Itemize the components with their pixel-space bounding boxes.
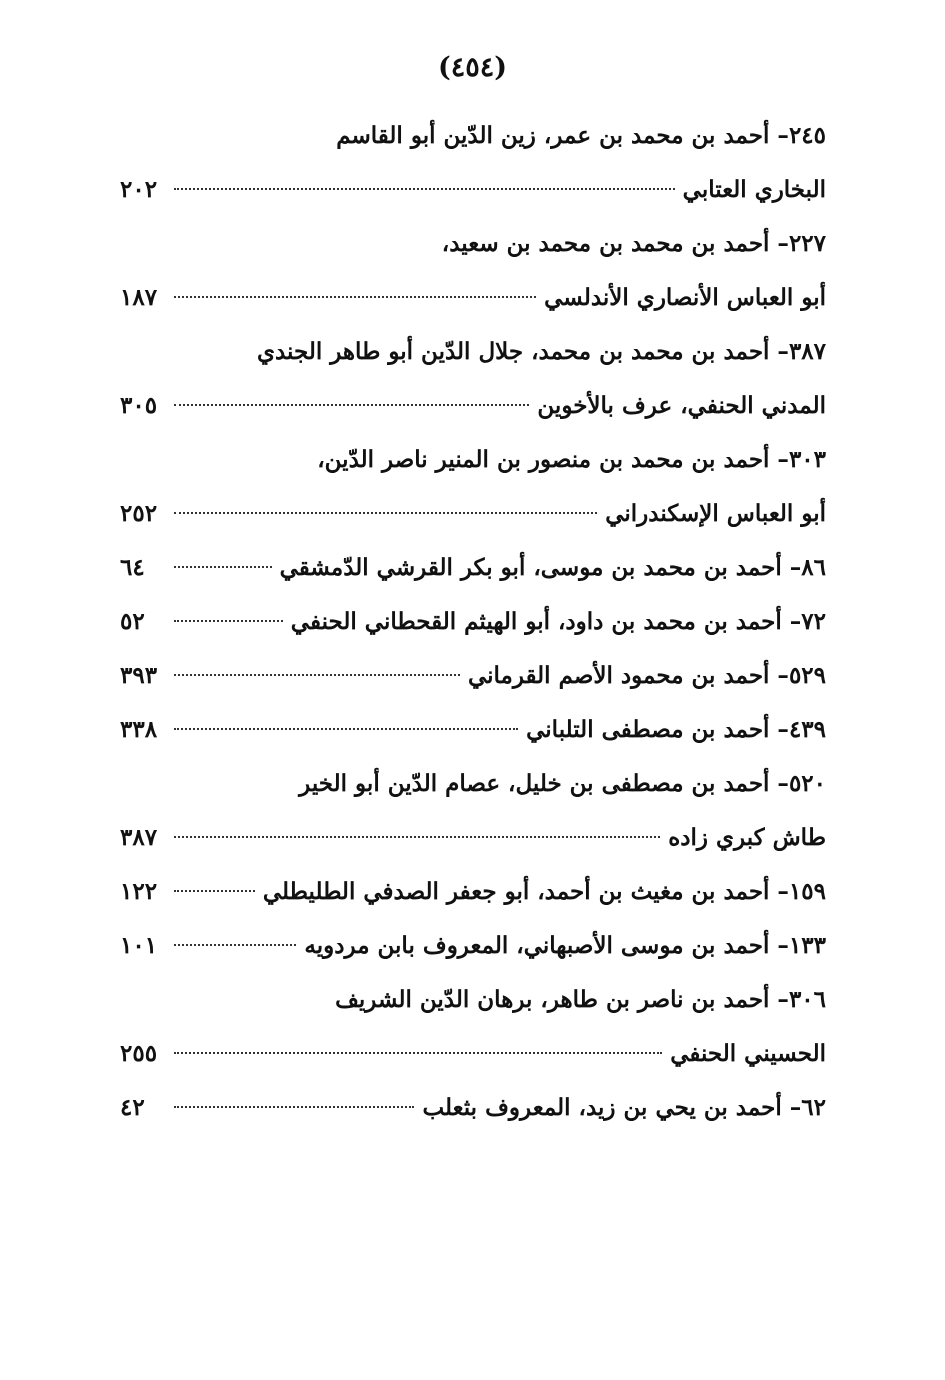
entry-text: ٤٣٩– أحمد بن مصطفى التلباني — [526, 716, 826, 743]
entry-text: الحسيني الحنفي — [670, 1040, 826, 1067]
index-line — [120, 433, 826, 487]
dot-leader — [174, 566, 272, 568]
index-line — [120, 811, 826, 865]
index-line — [120, 541, 826, 595]
entry-text: ٧٢– أحمد بن محمد بن داود، أبو الهيثم القحطاني الحنفي — [290, 608, 826, 635]
index-line — [120, 1027, 826, 1081]
entry-text: ٣٨٧– أحمد بن محمد بن محمد، جلال الدّين أبو طاهر الجندي — [256, 338, 826, 365]
index-line — [120, 703, 826, 757]
entry-text: ٥٢٩– أحمد بن محمود الأصم القرماني — [467, 662, 826, 689]
dot-leader — [174, 404, 529, 406]
page-reference: ٥٢ — [120, 608, 145, 635]
page-reference: ٣٨٧ — [120, 824, 158, 851]
entry-text: ١٣٣– أحمد بن موسى الأصبهاني، المعروف بابن مردويه — [304, 932, 826, 959]
page-reference: ٣٩٣ — [120, 662, 158, 689]
dot-leader — [174, 728, 518, 730]
dot-leader — [174, 890, 255, 892]
index-line — [120, 487, 826, 541]
page-reference: ٢٥٥ — [120, 1040, 158, 1067]
dot-leader — [174, 674, 460, 676]
dot-leader — [174, 1052, 662, 1054]
entry-text: ٣٠٣– أحمد بن محمد بن منصور بن المنير ناصر الدّين، — [317, 446, 826, 473]
page-reference: ٢٠٢ — [120, 176, 158, 203]
index-line — [120, 649, 826, 703]
entry-text: أبو العباس الإسكندراني — [605, 500, 826, 527]
entry-text: ٣٠٦– أحمد بن ناصر بن طاهر، برهان الدّين الشريف — [335, 986, 826, 1013]
entry-text: ٦٢– أحمد بن يحي بن زيد، المعروف بثعلب — [422, 1094, 826, 1121]
dot-leader — [174, 296, 536, 298]
entry-text: ١٥٩– أحمد بن مغيث بن أحمد، أبو جعفر الصدفي الطليطلي — [262, 878, 826, 905]
index-line — [120, 325, 826, 379]
page-reference: ١٠١ — [120, 932, 158, 959]
entry-text: ٢٢٧– أحمد بن محمد بن محمد بن سعيد، — [441, 230, 826, 257]
page-reference: ٦٤ — [120, 554, 145, 581]
index-line — [120, 595, 826, 649]
index-line — [120, 757, 826, 811]
dot-leader — [174, 512, 597, 514]
index-line — [120, 865, 826, 919]
index-line — [120, 1081, 826, 1135]
index-line — [120, 919, 826, 973]
index-line — [120, 379, 826, 433]
dot-leader — [174, 1106, 414, 1108]
entry-text: المدني الحنفي، عرف بالأخوين — [537, 392, 826, 419]
index-line — [120, 271, 826, 325]
page-reference: ٤٢ — [120, 1094, 145, 1121]
dot-leader — [174, 620, 283, 622]
entry-text: ٥٢٠– أحمد بن مصطفى بن خليل، عصام الدّين أبو الخير — [299, 770, 826, 797]
dot-leader — [174, 188, 675, 190]
dot-leader — [174, 836, 660, 838]
page-reference: ١٢٢ — [120, 878, 158, 905]
page-reference: ٣٠٥ — [120, 392, 158, 419]
page-number: (٤٥٤) — [437, 52, 508, 83]
page-reference: ١٨٧ — [120, 284, 158, 311]
index-line — [120, 109, 826, 163]
index-line — [120, 973, 826, 1027]
page-reference: ٣٣٨ — [120, 716, 158, 743]
entry-text: ٢٤٥– أحمد بن محمد بن عمر، زين الدّين أبو القاسم — [336, 122, 826, 149]
page-reference: ٢٥٢ — [120, 500, 158, 527]
entry-text: أبو العباس الأنصاري الأندلسي — [544, 284, 826, 311]
dot-leader — [174, 944, 296, 946]
entry-text: ٨٦– أحمد بن محمد بن موسى، أبو بكر القرشي الدّمشقي — [279, 554, 826, 581]
index-line — [120, 163, 826, 217]
entry-text: البخاري العتابي — [682, 176, 826, 203]
index-list — [120, 109, 826, 1135]
index-line — [120, 217, 826, 271]
entry-text: طاش كبري زاده — [668, 824, 826, 851]
